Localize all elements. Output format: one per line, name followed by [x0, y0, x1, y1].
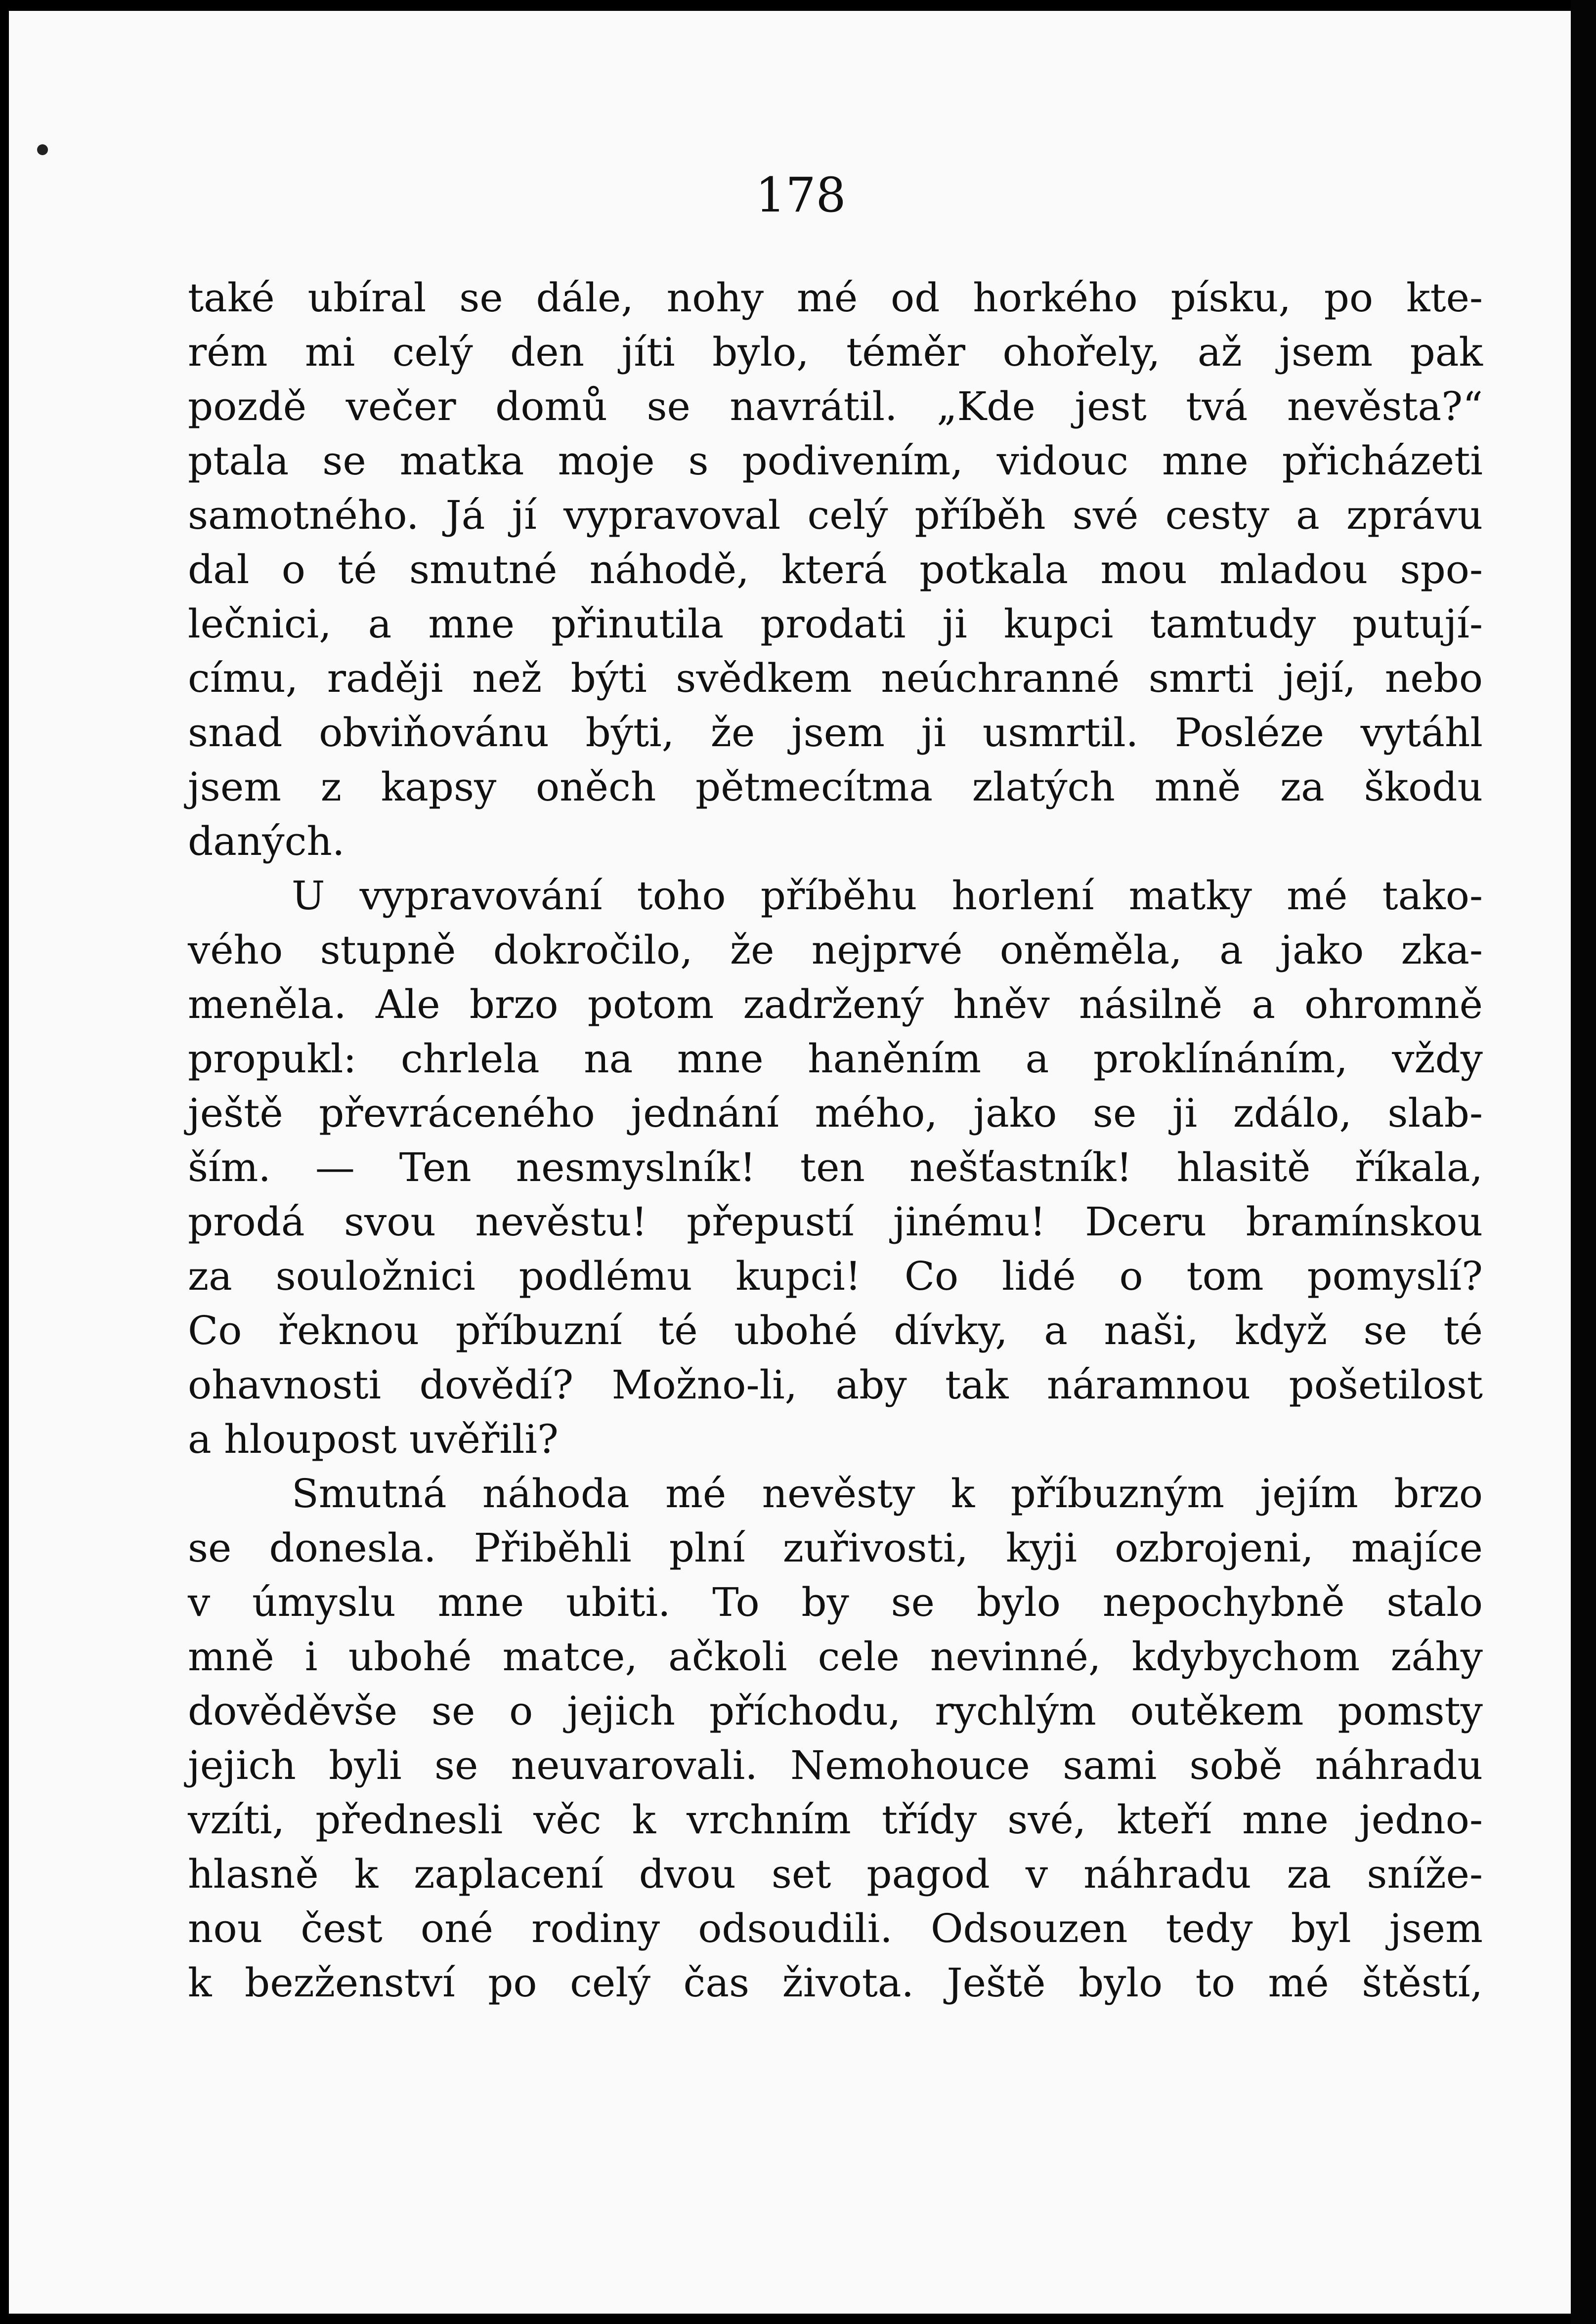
text-line: prodá svou nevěstu! přepustí jinému! Dceru bramínskou: [188, 1199, 1483, 1245]
text-line: lečnici, a mne přinutila prodati ji kupci tamtudy putují-: [188, 601, 1483, 647]
text-line: daných.: [188, 818, 345, 864]
text-line: jejich byli se neuvarovali. Nemohouce sami sobě náhradu: [188, 1742, 1483, 1788]
text-line: snad obviňovánu býti, že jsem ji usmrtil. Posléze vytáhl: [188, 710, 1483, 756]
body-text: [188, 271, 1483, 2010]
text-line: címu, raději než býti svědkem neúchranné smrti její, nebo: [188, 655, 1483, 701]
text-line: dal o té smutné náhodě, která potkala mou mladou spo-: [188, 547, 1483, 592]
text-line: se donesla. Přiběhli plní zuřivosti, kyji ozbrojeni, majíce: [188, 1525, 1483, 1571]
page-edge-shadow: [1571, 0, 1596, 2324]
text-line: ohavnosti dovědí? Možno-li, aby tak náramnou pošetilost: [188, 1362, 1483, 1408]
text-line: mně i ubohé matce, ačkoli cele nevinné, kdybychom záhy: [188, 1634, 1483, 1680]
text-line: v úmyslu mne ubiti. To by se bylo nepochybně stalo: [188, 1579, 1483, 1625]
text-line: nou čest oné rodiny odsoudili. Odsouzen tedy byl jsem: [188, 1905, 1483, 1951]
text-line: ještě převráceného jednání mého, jako se ji zdálo, slab-: [188, 1090, 1483, 1136]
text-line: samotného. Já jí vypravoval celý příběh své cesty a zprávu: [188, 492, 1483, 538]
text-line: a hloupost uvěřili?: [188, 1416, 559, 1462]
text-line: dověděvše se o jejich příchodu, rychlým outěkem pomsty: [188, 1688, 1483, 1734]
text-line: vého stupně dokročilo, že nejprvé oněměla, a jako zka-: [188, 927, 1483, 973]
text-line: pozdě večer domů se navrátil. „Kde jest tvá nevěsta?“: [188, 383, 1483, 429]
ink-speck: [37, 144, 48, 155]
page-number: 178: [755, 168, 846, 223]
text-line: hlasně k zaplacení dvou set pagod v náhradu za sníže-: [188, 1851, 1483, 1897]
text-line: také ubíral se dále, nohy mé od horkého písku, po kte-: [188, 275, 1483, 321]
text-line: ptala se matka moje s podivením, vidouc mne přicházeti: [188, 438, 1483, 484]
text-line: Co řeknou příbuzní té ubohé dívky, a naši, když se té: [188, 1308, 1483, 1353]
text-line: U vypravování toho příběhu horlení matky mé tako-: [292, 873, 1483, 919]
text-line: propukl: chrlela na mne haněním a proklínáním, vždy: [188, 1036, 1483, 1082]
text-line: ším. — Ten nesmyslník! ten nešťastník! hlasitě říkala,: [188, 1144, 1483, 1190]
text-line: Smutná náhoda mé nevěsty k příbuzným jejím brzo: [292, 1471, 1483, 1517]
text-line: rém mi celý den jíti bylo, téměr ohořely, až jsem pak: [188, 329, 1483, 375]
text-line: jsem z kapsy oněch pětmecítma zlatých mně za škodu: [188, 764, 1483, 810]
text-line: vzíti, přednesli věc k vrchním třídy své, kteří mne jedno-: [188, 1797, 1483, 1843]
text-line: meněla. Ale brzo potom zadržený hněv násilně a ohromně: [188, 981, 1483, 1027]
text-line: k bezženství po celý čas života. Ještě bylo to mé štěstí,: [188, 1960, 1483, 2006]
text-line: za souložnici podlému kupci! Co lidé o tom pomyslí?: [188, 1253, 1483, 1299]
